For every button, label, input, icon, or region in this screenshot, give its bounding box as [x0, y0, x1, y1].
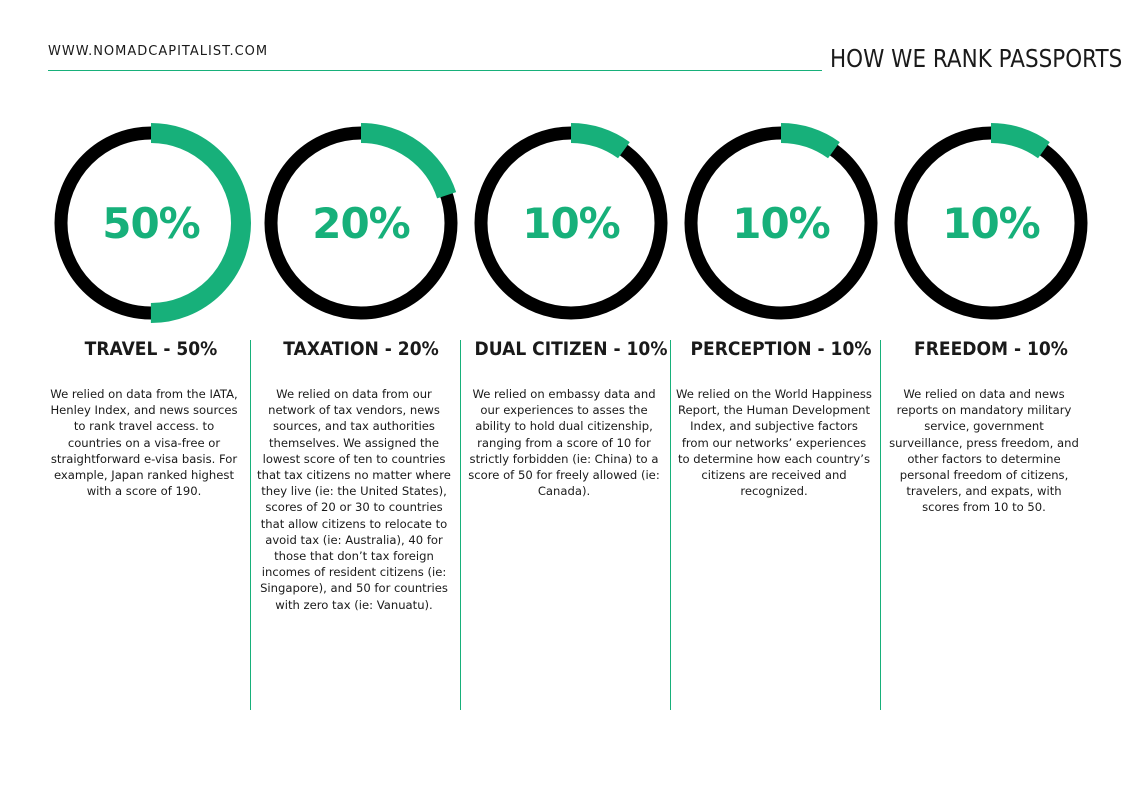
percentage-ring: [256, 118, 466, 328]
percentage-ring: [466, 118, 676, 328]
criterion-description: We relied on embassy data and our experiences to asses the ability to hold dual citizenship, ranging from a score of 10 for strictly forbidden (ie: China) to a score of 50 for freely allowed (ie: Canada).: [468, 387, 660, 499]
criterion-description: We relied on data from the IATA, Henley Index, and news sources to rank travel access. to countries on a visa-free or straightforward e-visa basis. For example, Japan ranked highest with a score of 190.: [50, 387, 238, 499]
header-divider: [48, 70, 822, 71]
ring-chart: [886, 118, 1096, 328]
percentage-ring: [886, 118, 1096, 328]
ring-chart: [676, 118, 886, 328]
criterion-column: [676, 110, 886, 710]
column-divider: [670, 340, 671, 710]
criterion-title: TAXATION - 20%: [283, 338, 439, 360]
criterion-column: [46, 110, 256, 710]
criterion-title: TRAVEL - 50%: [84, 338, 218, 360]
criterion-title: DUAL CITIZEN - 10%: [474, 338, 668, 360]
percentage-ring: [46, 118, 256, 328]
ring-percentage-label: 10%: [522, 199, 620, 248]
ring-chart: [256, 118, 466, 328]
ring-percentage-label: 10%: [732, 199, 830, 248]
ring-chart: [466, 118, 676, 328]
criterion-description: We relied on data from our network of tax vendors, news sources, and tax authorities themselves. We assigned the lowest score of ten to countries that tax citizens no matter where they live (ie: the United States), scores of 20 or 30 to countries that allow citizens to relocate to avoid tax (ie: Australia), 40 for those that don’t tax foreign incomes of resident citizens (ie: Singapore), and 50 for countries with zero tax (ie: Vanuatu).: [257, 387, 451, 612]
percentage-ring: [676, 118, 886, 328]
site-url[interactable]: WWW.NOMADCAPITALIST.COM: [48, 44, 269, 59]
column-divider: [880, 340, 881, 710]
criterion-description: We relied on data and news reports on mandatory military service, government surveillance, press freedom, and other factors to determine personal freedom of citizens, travelers, and expats, with scores from 10 to 50.: [889, 387, 1079, 515]
criterion-title: PERCEPTION - 10%: [690, 338, 872, 360]
ring-percentage-label: 10%: [942, 199, 1040, 248]
criterion-column: [466, 110, 676, 710]
ring-percentage-label: 20%: [312, 199, 410, 248]
criterion-column: [886, 110, 1096, 710]
ring-percentage-label: 50%: [102, 199, 200, 248]
column-divider: [460, 340, 461, 710]
criterion-description: We relied on the World Happiness Report, the Human Development Index, and subjective factors from our networks’ experiences to determine how each country’s citizens are received and recognized.: [676, 387, 872, 499]
page-title: HOW WE RANK PASSPORTS: [830, 44, 1123, 73]
criterion-title: FREEDOM - 10%: [914, 338, 1068, 360]
ring-chart: [46, 118, 256, 328]
criterion-column: [256, 110, 466, 710]
column-divider: [250, 340, 251, 710]
